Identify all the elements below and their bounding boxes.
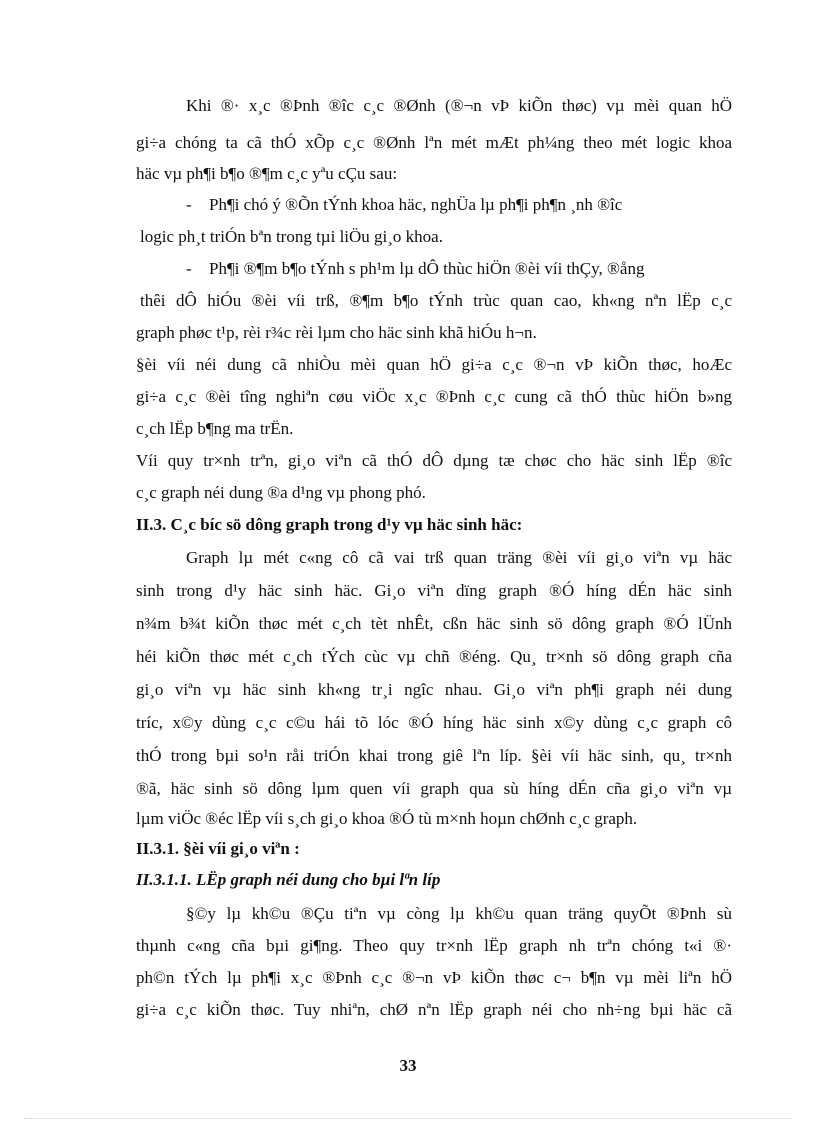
page-number: 33 [399,1056,417,1075]
paragraph-4-line-2: sinh trong d¹y häc sinh häc. Gi¸o viªn dïng graph ®Ó híng dÉn häc sinh [136,581,732,600]
bullet-2-dash: - [186,259,192,278]
paragraph-5-line-4: gi÷a c¸c kiÕn thøc. Tuy nhiªn, chØ nªn lËp graph néi cho nh÷ng bµi häc cã [136,1000,732,1019]
bullet-1-line-2: logic ph¸t triÓn bªn trong tµi liÖu gi¸o khoa. [140,227,443,246]
paragraph-5-line-1: §©y lµ kh©u ®Çu tiªn vµ còng lµ kh©u quan träng quyÕt ®Þnh sù [186,904,732,923]
paragraph-1-line-3: häc vµ ph¶i b¶o ®¶m c¸c yªu cÇu sau: [136,164,398,183]
paragraph-2-line-2: gi÷a c¸c ®èi tîng nghiªn cøu viÖc x¸c ®Þnh c¸c cung cã thÓ thùc hiÖn b»ng [136,387,732,406]
bullet-2-line-3: graph phøc t¹p, rèi r¾c rèi lµm cho häc sinh khã hiÓu h¬n. [136,323,537,342]
section-heading-2-3-1: II.3.1. §èi víi gi¸o viªn : [136,839,300,858]
paragraph-5-line-3: ph©n tÝch lµ ph¶i x¸c ®Þnh c¸c ®¬n vÞ kiÕn thøc c¬ b¶n vµ mèi liªn hÖ [136,968,732,987]
bullet-2-line-2: thêi dÔ hiÓu ®èi víi trß, ®¶m b¶o tÝnh trùc quan cao, kh«ng nªn lËp c¸c [140,291,732,310]
paragraph-3-line-2: c¸c graph néi dung ®a d¹ng vµ phong phó. [136,483,426,502]
paragraph-2-line-3: c¸ch lËp b¶ng ma trËn. [136,419,294,438]
section-heading-2-3-1-1: II.3.1.1. LËp graph néi dung cho bµi lªn líp [136,870,441,889]
bullet-1-dash: - [186,195,192,214]
paragraph-4-line-7: thÓ trong bµi so¹n råi triÓn khai trong giê lªn líp. §èi víi häc sinh, qu¸ tr×nh [136,746,732,765]
paragraph-4-line-8: ®ã, häc sinh sö dông lµm quen víi graph qua sù híng dÉn cña gi¸o viªn vµ [136,779,732,798]
paragraph-4-line-4: héi kiÕn thøc mét c¸ch tÝch cùc vµ chñ ®éng. Qu¸ tr×nh sö dông graph cña [136,647,732,666]
paragraph-4-line-6: tríc, x©y dùng c¸c c©u hái tõ lóc ®Ó híng häc sinh x©y dùng c¸c graph cô [136,713,732,732]
paragraph-4-line-5: gi¸o viªn vµ häc sinh kh«ng tr¸i ngîc nhau. Gi¸o viªn ph¶i graph néi dung [136,680,732,699]
bullet-2-line-1: Ph¶i ®¶m b¶o tÝnh s ph¹m lµ dÔ thùc hiÖn ®èi víi thÇy, ®ång [209,259,645,278]
section-heading-2-3: II.3. C¸c bíc sö dông graph trong d¹y vµ häc sinh häc: [136,515,523,534]
paragraph-5-line-2: thµnh c«ng cña bµi gi¶ng. Theo quy tr×nh lËp graph nh trªn chóng t«i ®· [136,936,732,955]
paragraph-3-line-1: Víi quy tr×nh trªn, gi¸o viªn cã thÓ dÔ dµng tæ chøc cho häc sinh lËp ®îc [136,451,732,470]
paragraph-1-line-1: Khi ®· x¸c ®Þnh ®îc c¸c ®Ønh (®¬n vÞ kiÕn thøc) vµ mèi quan hÖ [186,96,732,115]
paragraph-4-line-9: lµm viÖc ®éc lËp víi s¸ch gi¸o khoa ®Ó tù m×nh hoµn chØnh c¸c graph. [136,809,638,828]
page-bottom-divider [24,1118,792,1119]
paragraph-4-line-1: Graph lµ mét c«ng cô cã vai trß quan träng ®èi víi gi¸o viªn vµ häc [186,548,732,567]
paragraph-1-line-2: gi÷a chóng ta cã thÓ xÕp c¸c ®Ønh lªn mét mÆt ph¼ng theo mét logic khoa [136,133,732,152]
bullet-1-line-1: Ph¶i chó ý ®Õn tÝnh khoa häc, nghÜa lµ ph¶i ph¶n ¸nh ®îc [209,195,623,214]
paragraph-2-line-1: §èi víi néi dung cã nhiÒu mèi quan hÖ gi÷a c¸c ®¬n vÞ kiÕn thøc, hoÆc [136,355,732,374]
paragraph-4-line-3: n¾m b¾t kiÕn thøc mét c¸ch tèt nhÊt, cßn häc sinh sö dông graph ®Ó lÜnh [136,614,732,633]
